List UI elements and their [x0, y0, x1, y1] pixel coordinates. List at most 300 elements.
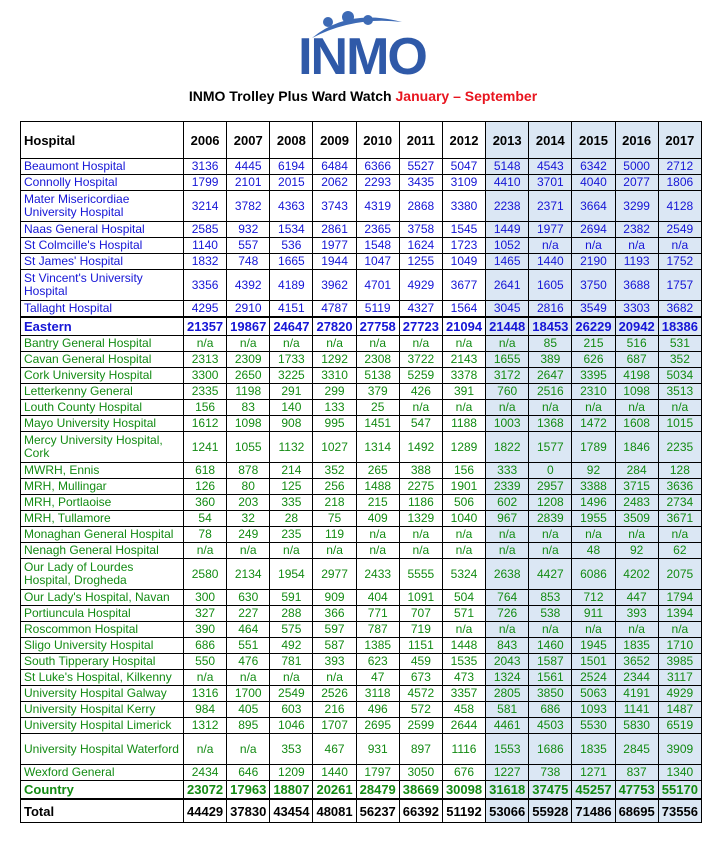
year-header: 2017 [658, 122, 701, 159]
value-cell: 28479 [356, 781, 399, 800]
value-cell: 3378 [442, 368, 485, 384]
value-cell: 288 [270, 606, 313, 622]
value-cell: 557 [227, 238, 270, 254]
value-cell: n/a [442, 622, 485, 638]
hospital-name-cell: Roscommon Hospital [21, 622, 184, 638]
value-cell: 66392 [399, 799, 442, 823]
value-cell: 1548 [356, 238, 399, 254]
value-cell: 56237 [356, 799, 399, 823]
value-cell: 551 [227, 638, 270, 654]
value-cell: 6342 [572, 159, 615, 175]
value-cell: 516 [615, 336, 658, 352]
value-cell: n/a [529, 622, 572, 638]
value-cell: 3435 [399, 175, 442, 191]
year-header: 2011 [399, 122, 442, 159]
value-cell: 1501 [572, 654, 615, 670]
value-cell: 3310 [313, 368, 356, 384]
value-cell: 1198 [227, 384, 270, 400]
value-cell: 18453 [529, 317, 572, 336]
value-cell: 459 [399, 654, 442, 670]
value-cell: 265 [356, 463, 399, 479]
value-cell: 931 [356, 734, 399, 765]
hospital-name-cell: Our Lady of Lourdes Hospital, Drogheda [21, 559, 184, 590]
value-cell: 3395 [572, 368, 615, 384]
trolley-table [20, 121, 702, 823]
value-cell: 3225 [270, 368, 313, 384]
value-cell: 1655 [486, 352, 529, 368]
value-cell: 156 [184, 400, 227, 416]
value-cell: 572 [399, 702, 442, 718]
value-cell: 1587 [529, 654, 572, 670]
value-cell: 3664 [572, 191, 615, 222]
value-cell: 1340 [658, 765, 701, 781]
value-cell: 6366 [356, 159, 399, 175]
table-row [21, 159, 702, 175]
value-cell: 2845 [615, 734, 658, 765]
value-cell: 20942 [615, 317, 658, 336]
table-row [21, 175, 702, 191]
value-cell: n/a [356, 543, 399, 559]
value-cell: n/a [615, 238, 658, 254]
value-cell: 2599 [399, 718, 442, 734]
value-cell: 388 [399, 463, 442, 479]
value-cell: 18386 [658, 317, 701, 336]
value-cell: 1140 [184, 238, 227, 254]
value-cell: 3758 [399, 222, 442, 238]
value-cell: 2712 [658, 159, 701, 175]
value-cell: 68695 [615, 799, 658, 823]
hospital-name-cell: St Vincent's University Hospital [21, 270, 184, 301]
value-cell: 404 [356, 590, 399, 606]
hospital-name-cell: Mater Misericordiae University Hospital [21, 191, 184, 222]
value-cell: n/a [184, 336, 227, 352]
value-cell: n/a [658, 527, 701, 543]
value-cell: 1151 [399, 638, 442, 654]
value-cell: 1448 [442, 638, 485, 654]
value-cell: 2143 [442, 352, 485, 368]
table-row [21, 543, 702, 559]
value-cell: 1835 [572, 734, 615, 765]
value-cell: 48 [572, 543, 615, 559]
value-cell: 496 [356, 702, 399, 718]
value-cell: 504 [442, 590, 485, 606]
value-cell: 837 [615, 765, 658, 781]
value-cell: 390 [184, 622, 227, 638]
value-cell: 2313 [184, 352, 227, 368]
value-cell: 1241 [184, 432, 227, 463]
table-row [21, 734, 702, 765]
value-cell: 18807 [270, 781, 313, 800]
hospital-column-header: Hospital [21, 122, 184, 159]
hospital-name-cell: MRH, Mullingar [21, 479, 184, 495]
value-cell: 911 [572, 606, 615, 622]
value-cell: 1806 [658, 175, 701, 191]
value-cell: 17963 [227, 781, 270, 800]
value-cell: 5063 [572, 686, 615, 702]
value-cell: 19867 [227, 317, 270, 336]
value-cell: 1049 [442, 254, 485, 270]
value-cell: 92 [572, 463, 615, 479]
value-cell: 686 [529, 702, 572, 718]
value-cell: 203 [227, 495, 270, 511]
value-cell: n/a [486, 527, 529, 543]
value-cell: 119 [313, 527, 356, 543]
value-cell: 299 [313, 384, 356, 400]
value-cell: 23072 [184, 781, 227, 800]
value-cell: 4202 [615, 559, 658, 590]
value-cell: 2861 [313, 222, 356, 238]
value-cell: n/a [615, 400, 658, 416]
value-cell: 1055 [227, 432, 270, 463]
hospital-name-cell: Naas General Hospital [21, 222, 184, 238]
value-cell: 360 [184, 495, 227, 511]
value-cell: n/a [615, 622, 658, 638]
value-cell: 897 [399, 734, 442, 765]
value-cell: 571 [442, 606, 485, 622]
value-cell: n/a [227, 734, 270, 765]
value-cell: 458 [442, 702, 485, 718]
grand-total-row [21, 799, 702, 823]
table-row [21, 416, 702, 432]
value-cell: n/a [399, 543, 442, 559]
value-cell: 1492 [399, 432, 442, 463]
value-cell: 602 [486, 495, 529, 511]
value-cell: 30098 [442, 781, 485, 800]
value-cell: 3850 [529, 686, 572, 702]
hospital-name-cell: MWRH, Ennis [21, 463, 184, 479]
value-cell: n/a [399, 400, 442, 416]
value-cell: 214 [270, 463, 313, 479]
value-cell: 3682 [658, 301, 701, 318]
value-cell: 125 [270, 479, 313, 495]
value-cell: 3509 [615, 511, 658, 527]
hospital-name-cell: Portiuncula Hospital [21, 606, 184, 622]
value-cell: 1292 [313, 352, 356, 368]
value-cell: 2585 [184, 222, 227, 238]
hospital-name-cell: MRH, Portlaoise [21, 495, 184, 511]
value-cell: 2293 [356, 175, 399, 191]
table-row [21, 400, 702, 416]
value-cell: 1945 [572, 638, 615, 654]
value-cell: 2433 [356, 559, 399, 590]
value-cell: 626 [572, 352, 615, 368]
value-cell: 1465 [486, 254, 529, 270]
value-cell: 3136 [184, 159, 227, 175]
hospital-name-cell: Wexford General [21, 765, 184, 781]
value-cell: 1534 [270, 222, 313, 238]
value-cell: 1098 [615, 384, 658, 400]
value-cell: 712 [572, 590, 615, 606]
value-cell: 3356 [184, 270, 227, 301]
value-cell: 1188 [442, 416, 485, 432]
value-cell: 215 [356, 495, 399, 511]
value-cell: n/a [572, 527, 615, 543]
hospital-name-cell: Sligo University Hospital [21, 638, 184, 654]
value-cell: 895 [227, 718, 270, 734]
value-cell: 1132 [270, 432, 313, 463]
value-cell: 2957 [529, 479, 572, 495]
value-cell: n/a [572, 238, 615, 254]
logo-text: INMO [298, 28, 426, 78]
value-cell: 1255 [399, 254, 442, 270]
value-cell: 215 [572, 336, 615, 352]
value-cell: 5148 [486, 159, 529, 175]
value-cell: 1835 [615, 638, 658, 654]
value-cell: 4701 [356, 270, 399, 301]
value-cell: 3300 [184, 368, 227, 384]
table-row [21, 686, 702, 702]
value-cell: 547 [399, 416, 442, 432]
value-cell: 1141 [615, 702, 658, 718]
value-cell: 3118 [356, 686, 399, 702]
value-cell: 1535 [442, 654, 485, 670]
value-cell: 4191 [615, 686, 658, 702]
value-cell: 2549 [270, 686, 313, 702]
value-cell: 1440 [529, 254, 572, 270]
value-cell: 1700 [227, 686, 270, 702]
year-header: 2016 [615, 122, 658, 159]
hospital-name-cell: St James' Hospital [21, 254, 184, 270]
value-cell: 1385 [356, 638, 399, 654]
value-cell: 587 [313, 638, 356, 654]
value-cell: 1733 [270, 352, 313, 368]
value-cell: 5530 [572, 718, 615, 734]
value-cell: 5555 [399, 559, 442, 590]
value-cell: 335 [270, 495, 313, 511]
value-cell: 3743 [313, 191, 356, 222]
value-cell: 2075 [658, 559, 701, 590]
value-cell: 73556 [658, 799, 701, 823]
hospital-name-cell: Our Lady's Hospital, Navan [21, 590, 184, 606]
value-cell: 53066 [486, 799, 529, 823]
table-body [21, 159, 702, 823]
value-cell: 327 [184, 606, 227, 622]
year-header: 2013 [486, 122, 529, 159]
value-cell: 2344 [615, 670, 658, 686]
value-cell: 3117 [658, 670, 701, 686]
value-cell: 54 [184, 511, 227, 527]
value-cell: 1052 [486, 238, 529, 254]
value-cell: 80 [227, 479, 270, 495]
table-row [21, 384, 702, 400]
value-cell: 284 [615, 463, 658, 479]
value-cell: 1832 [184, 254, 227, 270]
value-cell: 4503 [529, 718, 572, 734]
value-cell: 4445 [227, 159, 270, 175]
value-cell: 1710 [658, 638, 701, 654]
value-cell: 4461 [486, 718, 529, 734]
value-cell: 3750 [572, 270, 615, 301]
value-cell: 538 [529, 606, 572, 622]
value-cell: 4929 [399, 270, 442, 301]
value-cell: 467 [313, 734, 356, 765]
value-cell: 409 [356, 511, 399, 527]
value-cell: 1757 [658, 270, 701, 301]
table-row [21, 654, 702, 670]
value-cell: 748 [227, 254, 270, 270]
value-cell: 3109 [442, 175, 485, 191]
table-row [21, 718, 702, 734]
value-cell: n/a [572, 400, 615, 416]
value-cell: n/a [442, 543, 485, 559]
value-cell: 738 [529, 765, 572, 781]
value-cell: 5324 [442, 559, 485, 590]
year-header: 2009 [313, 122, 356, 159]
value-cell: n/a [442, 336, 485, 352]
value-cell: 21357 [184, 317, 227, 336]
value-cell: 2524 [572, 670, 615, 686]
value-cell: 5000 [615, 159, 658, 175]
value-cell: 2868 [399, 191, 442, 222]
value-cell: 1954 [270, 559, 313, 590]
value-cell: 6086 [572, 559, 615, 590]
value-cell: 133 [313, 400, 356, 416]
value-cell: 1977 [313, 238, 356, 254]
value-cell: 492 [270, 638, 313, 654]
value-cell: 43454 [270, 799, 313, 823]
value-cell: 760 [486, 384, 529, 400]
value-cell: 995 [313, 416, 356, 432]
value-cell: n/a [442, 527, 485, 543]
value-cell: 536 [270, 238, 313, 254]
value-cell: 27758 [356, 317, 399, 336]
value-cell: 3636 [658, 479, 701, 495]
value-cell: n/a [615, 527, 658, 543]
value-cell: 379 [356, 384, 399, 400]
value-cell: 707 [399, 606, 442, 622]
value-cell: 908 [270, 416, 313, 432]
value-cell: 473 [442, 670, 485, 686]
country-total-row [21, 781, 702, 800]
value-cell: 575 [270, 622, 313, 638]
value-cell: 1015 [658, 416, 701, 432]
value-cell: n/a [529, 527, 572, 543]
value-cell: 21448 [486, 317, 529, 336]
value-cell: 3380 [442, 191, 485, 222]
value-cell: 1752 [658, 254, 701, 270]
page-title [0, 88, 726, 104]
value-cell: 1209 [270, 765, 313, 781]
value-cell: 1496 [572, 495, 615, 511]
value-cell: 2371 [529, 191, 572, 222]
value-cell: 1789 [572, 432, 615, 463]
value-cell: 2638 [486, 559, 529, 590]
value-cell: 1316 [184, 686, 227, 702]
value-cell: n/a [270, 543, 313, 559]
hospital-name-cell: Beaumont Hospital [21, 159, 184, 175]
value-cell: 1686 [529, 734, 572, 765]
value-cell: 1901 [442, 479, 485, 495]
value-cell: 352 [658, 352, 701, 368]
value-cell: 464 [227, 622, 270, 638]
value-cell: 2734 [658, 495, 701, 511]
value-cell: 2101 [227, 175, 270, 191]
value-cell: 1612 [184, 416, 227, 432]
value-cell: 1799 [184, 175, 227, 191]
value-cell: 1449 [486, 222, 529, 238]
hospital-name-cell: Monaghan General Hospital [21, 527, 184, 543]
value-cell: 2134 [227, 559, 270, 590]
value-cell: 3045 [486, 301, 529, 318]
value-cell: 1977 [529, 222, 572, 238]
year-header: 2015 [572, 122, 615, 159]
value-cell: 1564 [442, 301, 485, 318]
value-cell: 37830 [227, 799, 270, 823]
value-cell: 2647 [529, 368, 572, 384]
value-cell: n/a [227, 336, 270, 352]
value-cell: 45257 [572, 781, 615, 800]
value-cell: 2382 [615, 222, 658, 238]
value-cell: 92 [615, 543, 658, 559]
value-cell: 3671 [658, 511, 701, 527]
value-cell: 2335 [184, 384, 227, 400]
table-row [21, 590, 702, 606]
value-cell: 2839 [529, 511, 572, 527]
value-cell: 26229 [572, 317, 615, 336]
value-cell: 646 [227, 765, 270, 781]
value-cell: 781 [270, 654, 313, 670]
value-cell: 5259 [399, 368, 442, 384]
value-cell: 1116 [442, 734, 485, 765]
value-cell: n/a [442, 400, 485, 416]
value-cell: 2549 [658, 222, 701, 238]
table-row [21, 670, 702, 686]
value-cell: 218 [313, 495, 356, 511]
value-cell: 843 [486, 638, 529, 654]
value-cell: 24647 [270, 317, 313, 336]
value-cell: 3652 [615, 654, 658, 670]
hospital-name-cell: MRH, Tullamore [21, 511, 184, 527]
value-cell: n/a [356, 336, 399, 352]
value-cell: n/a [486, 400, 529, 416]
value-cell: 719 [399, 622, 442, 638]
value-cell: n/a [658, 238, 701, 254]
value-cell: 1394 [658, 606, 701, 622]
header-row [21, 122, 702, 159]
hospital-name-cell: Cavan General Hospital [21, 352, 184, 368]
value-cell: 673 [399, 670, 442, 686]
value-cell: 156 [442, 463, 485, 479]
hospital-name-cell: University Hospital Galway [21, 686, 184, 702]
hospital-name-cell: Country [21, 781, 184, 800]
value-cell: 75 [313, 511, 356, 527]
value-cell: 550 [184, 654, 227, 670]
value-cell: 1193 [615, 254, 658, 270]
year-header: 2006 [184, 122, 227, 159]
value-cell: 2516 [529, 384, 572, 400]
value-cell: 1312 [184, 718, 227, 734]
value-cell: n/a [658, 400, 701, 416]
table-row [21, 191, 702, 222]
value-cell: 1098 [227, 416, 270, 432]
value-cell: n/a [184, 543, 227, 559]
value-cell: 5527 [399, 159, 442, 175]
value-cell: 1794 [658, 590, 701, 606]
value-cell: 5138 [356, 368, 399, 384]
value-cell: 687 [615, 352, 658, 368]
value-cell: 591 [270, 590, 313, 606]
value-cell: 2644 [442, 718, 485, 734]
value-cell: 3172 [486, 368, 529, 384]
value-cell: 62 [658, 543, 701, 559]
value-cell: 1553 [486, 734, 529, 765]
hospital-name-cell: Louth County Hospital [21, 400, 184, 416]
table-row [21, 479, 702, 495]
value-cell: 2526 [313, 686, 356, 702]
value-cell: n/a [658, 622, 701, 638]
value-cell: 2308 [356, 352, 399, 368]
table-row [21, 527, 702, 543]
